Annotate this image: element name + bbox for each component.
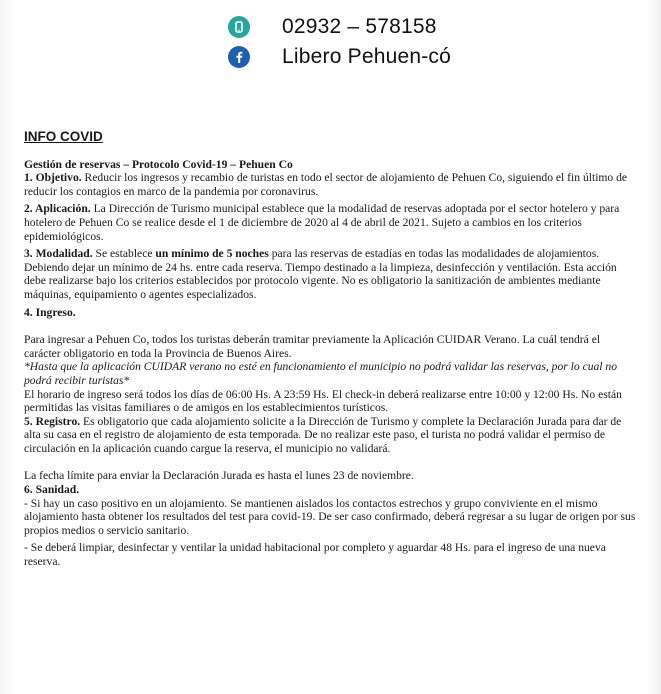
section-sanidad-cleaning: - Se deberá limpiar, desinfectar y ventilar la unidad habitacional por completo y aguardar 48 Hs. para el ingreso de una nueva reserva. (24, 541, 606, 569)
phone-contact (228, 15, 437, 39)
section-aplicacion-label: 2. Aplicación. (24, 202, 91, 216)
section-registro-label: 5. Registro. (24, 414, 81, 428)
section-modalidad-label: 3. Modalidad. (24, 247, 93, 261)
document-heading: Gestión de reservas – Protocolo Covid-19 – Pehuen Co (24, 157, 293, 171)
section-ingreso-note: *Hasta que la aplicación CUIDAR verano no esté en funcionamiento el municipio no podrá validar las reservas, por lo cual no podrá recibir turistas* (24, 360, 618, 387)
section-sanidad-label: 6. Sanidad. (24, 483, 80, 497)
facebook-contact (228, 45, 451, 69)
section-aplicacion (24, 202, 636, 243)
section-objetivo-text: Reducir los ingresos y recambio de turistas en todo el sector de alojamiento de Pehuen Co, siguiendo el fin último de reducir los contagios en marco de la pandemia por coronavirus. (24, 171, 628, 198)
section-modalidad (24, 247, 636, 301)
facebook-page-name: Libero Pehuen-có (282, 45, 451, 68)
facebook-icon (228, 46, 250, 68)
section-sanidad-positive-case: - Si hay un caso positivo en un alojamiento. Se mantienen aislados los contactos estrechos y grupo conviviente en el mismo alojamiento hasta obtener los resultados del test para covid-19. De ser caso confirmado, deberá regresar a su lugar de origen por sus propios medios o servicio sanitario. (24, 496, 636, 537)
section-registro-text: Es obligatorio que cada alojamiento solicite a la Dirección de Turismo y complete la Declaración Jurada para dar de alta su casa en el registro de alojamiento de esta temporada. De no realizar este paso, el turista no podrá validar el permiso de circulación en la aplicación cuando cargue la reserva, el municipio no validará. (24, 414, 622, 455)
section-modalidad-text-b: para las reservas de estadías en todas las modalidades de alojamientos. Debiendo dejar un mínimo de 24 hs. entre cada reserva. Tiempo destinado a la limpieza, desinfección y ventilación. Esta acción debe realizarse bajo los criterios establecidos por protocolo vigente. No es obligatorio la sanitización de ambientes mediante máquinas, equipamiento o agentes especializados. (24, 247, 617, 301)
section-ingreso-label: 4. Ingreso. (24, 305, 76, 319)
page-title: INFO COVID (24, 129, 103, 144)
section-ingreso-schedule: El horario de ingreso será todos los días de 06:00 Hs. A 23:59 Hs. El check-in deberá realizarse entre 10:00 y 12:00 Hs. No están permitidas las visitas familiares o de amigos en los establecimientos turísticos. (24, 387, 622, 415)
deadline-notice: La fecha límite para enviar la Declaración Jurada es hasta el lunes 23 de noviembre. (24, 469, 414, 483)
covid-info-document (24, 130, 636, 569)
section-registro (24, 415, 636, 456)
section-aplicacion-text: La Dirección de Turismo municipal establece que la modalidad de reservas adoptada por el sector hotelero y para hotelero de Pehuen Co se realice desde el 1 de diciembre de 2020 al 4 de abril de 2021. Sujeto a cambios en los criterios epidemiológicos. (24, 202, 620, 243)
whatsapp-icon (228, 16, 250, 38)
section-objetivo (24, 171, 636, 198)
section-objetivo-label: 1. Objetivo. (24, 171, 82, 185)
section-modalidad-text-a: Se establece (92, 247, 156, 261)
section-ingreso-text: Para ingresar a Pehuen Co, todos los turistas deberán tramitar previamente la Aplicación CUIDAR Verano. La cuál tendrá el carácter obligatorio en toda la Provincia de Buenos Aires. (24, 333, 601, 360)
section-modalidad-highlight: un mínimo de 5 noches (155, 247, 269, 261)
phone-number: 02932 – 578158 (282, 15, 437, 38)
